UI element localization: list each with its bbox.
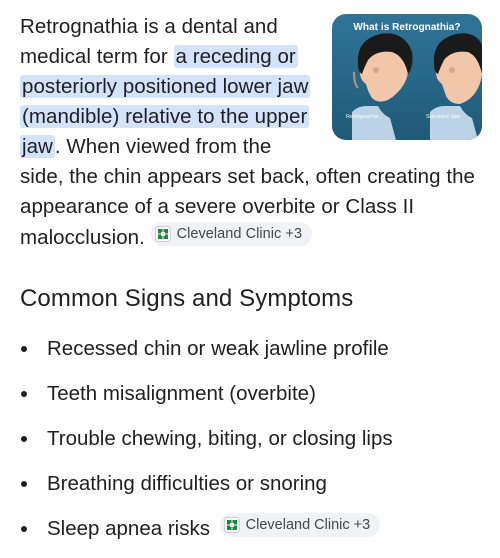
list-item: Recessed chin or weak jawline profile [0,333,500,378]
jaw-comparison-illustration [332,14,482,140]
source-citation-chip[interactable] [151,222,312,246]
highlighted-definition: a receding or posteriorly positioned lower jaw (mandible) relative to the upper jaw [22,45,309,158]
section-heading: Common Signs and Symptoms [20,285,354,312]
citation-label: Cleveland Clinic +3 [245,517,371,533]
citation-label: Cleveland Clinic +3 [176,226,303,242]
thumbnail-right-label: Standard Jaw [426,114,461,120]
source-citation-chip[interactable] [220,513,381,537]
intro-text-after: . When viewed from the side, the chin appears set back, often creating the appearance of a severe overbite or Class II malocclusion. [20,135,475,249]
thumbnail-left-label: Retrognathia [346,114,379,120]
symptoms-list [0,333,500,558]
intro-text-before: Retrognathia is a dental and medical term for [20,15,278,68]
intro-paragraph [20,12,482,253]
cleveland-clinic-icon [155,226,171,242]
list-item: Trouble chewing, biting, or closing lips [0,423,500,468]
list-item: Breathing difficulties or snoring [0,468,500,513]
retrognathia-thumbnail[interactable] [332,14,482,140]
cleveland-clinic-icon [224,517,240,533]
list-item: Sleep apnea risks Cleveland Clinic +3 [0,513,500,558]
list-item: Teeth misalignment (overbite) [0,378,500,423]
thumbnail-title: What is Retrognathia? [353,22,461,33]
